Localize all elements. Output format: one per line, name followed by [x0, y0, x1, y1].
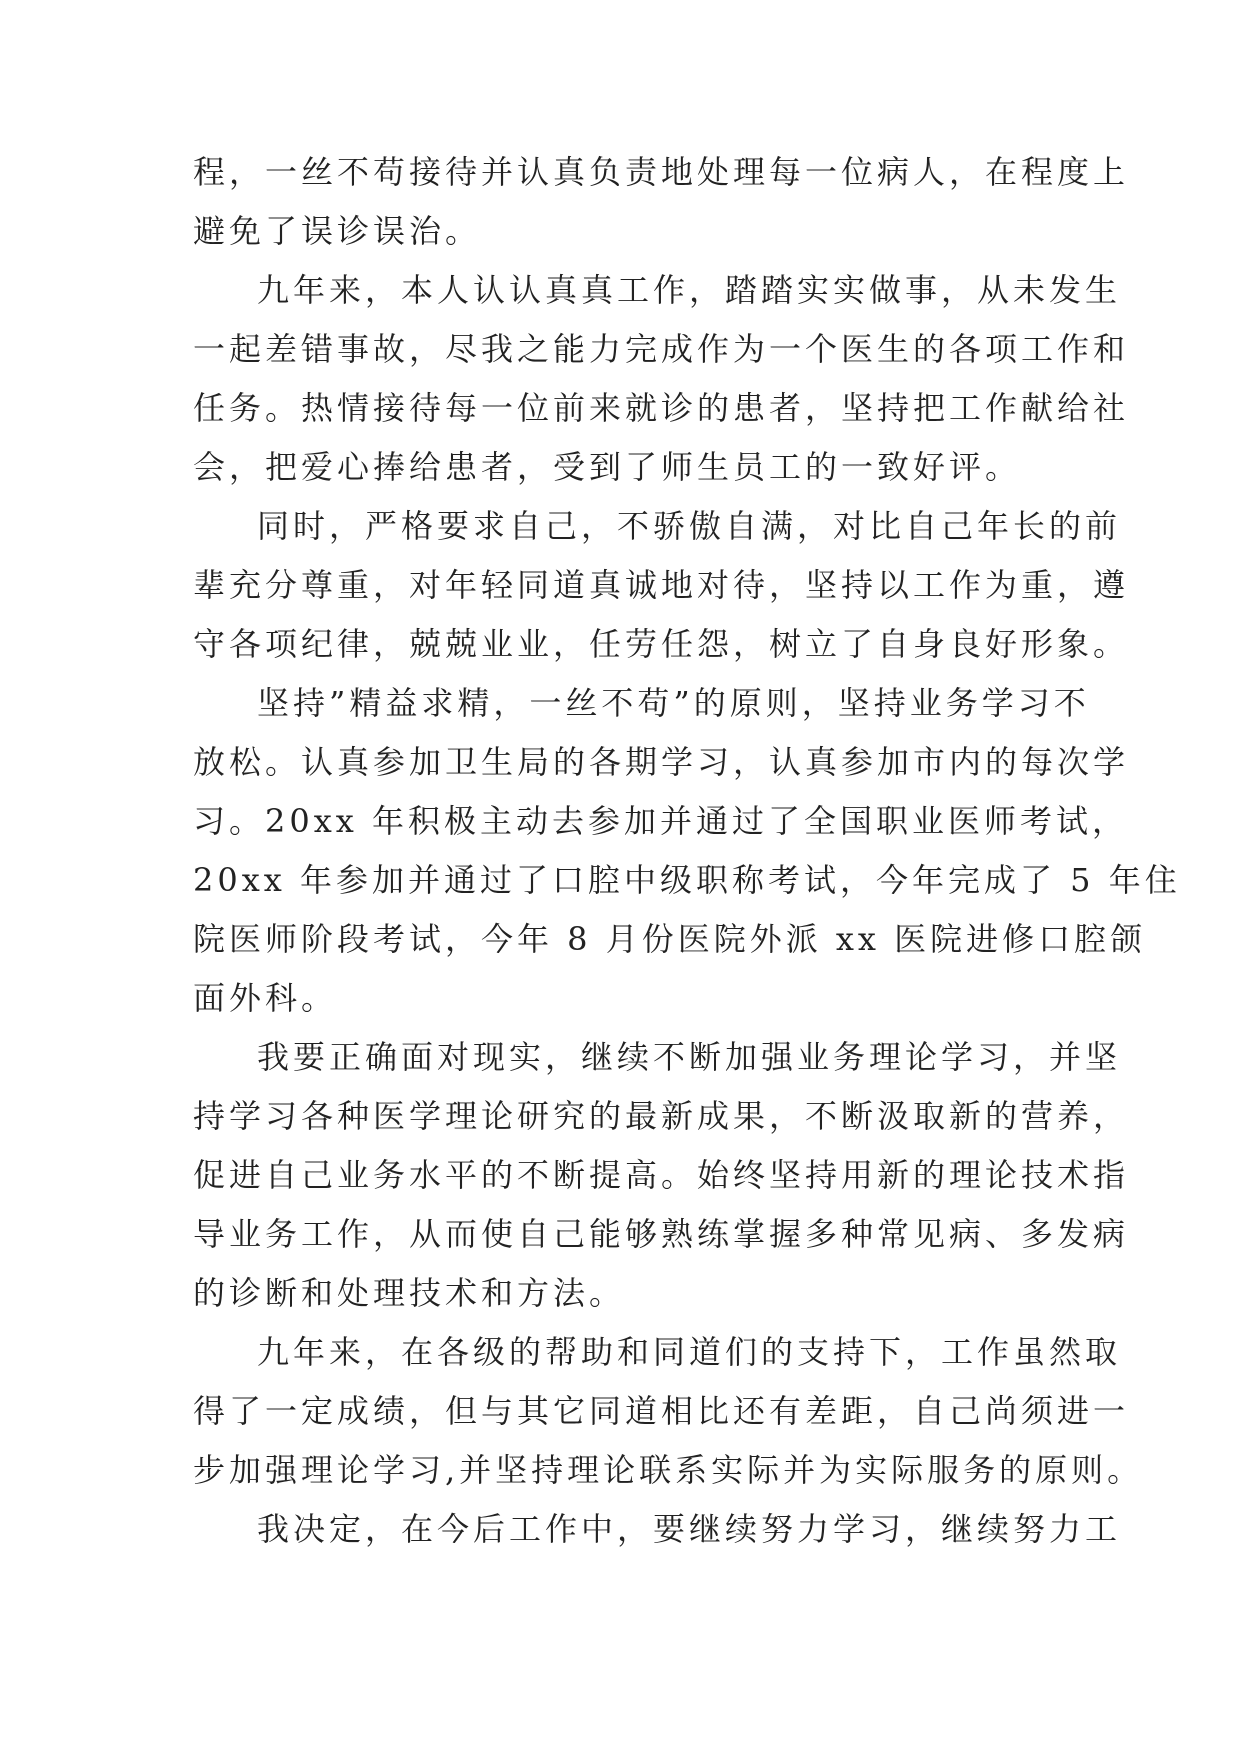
text-line: 守各项纪律，兢兢业业，任劳任怨，树立了自身良好形象。: [193, 625, 1130, 663]
text-line: 会，把爱心捧给患者，受到了师生员工的一致好评。: [193, 448, 1022, 486]
text-line: 放松。认真参加卫生局的各期学习，认真参加市内的每次学: [193, 743, 1130, 781]
text-line: 促进自己业务水平的不断提高。始终坚持用新的理论技术指: [193, 1156, 1130, 1194]
text-line: 20xx 年参加并通过了口腔中级职称考试，今年完成了 5 年住: [193, 861, 1181, 899]
text-line: 院医师阶段考试，今年 8 月份医院外派 xx 医院进修口腔颌: [193, 920, 1147, 958]
text-line: 程，一丝不苟接待并认真负责地处理每一位病人，在程度上: [193, 153, 1130, 191]
text-line: 避免了误诊误治。: [193, 212, 482, 250]
text-line: 得了一定成绩，但与其它同道相比还有差距，自己尚须进一: [193, 1392, 1130, 1430]
text-line: 持学习各种医学理论研究的最新成果，不断汲取新的营养，: [193, 1097, 1130, 1135]
text-line: 辈充分尊重，对年轻同道真诚地对待，坚持以工作为重，遵: [193, 566, 1130, 604]
paragraph-first-line: 九年来，本人认认真真工作，踏踏实实做事，从未发生: [257, 271, 1122, 309]
text-line: 导业务工作，从而使自己能够熟练掌握多种常见病、多发病: [193, 1215, 1130, 1253]
text-line: 一起差错事故，尽我之能力完成作为一个医生的各项工作和: [193, 330, 1130, 368]
text-line: 习。20xx 年积极主动去参加并通过了全国职业医师考试，: [193, 802, 1128, 840]
text-line: 步加强理论学习,并坚持理论联系实际并为实际服务的原则。: [193, 1451, 1144, 1489]
paragraph-first-line: 我决定，在今后工作中，要继续努力学习，继续努力工: [257, 1510, 1122, 1548]
text-line: 面外科。: [193, 979, 338, 1017]
paragraph-first-line: 同时，严格要求自己，不骄傲自满，对比自己年长的前: [257, 507, 1122, 545]
paragraph-first-line: 九年来，在各级的帮助和同道们的支持下，工作虽然取: [257, 1333, 1122, 1371]
text-line: 的诊断和处理技术和方法。: [193, 1274, 626, 1312]
paragraph-first-line: 我要正确面对现实，继续不断加强业务理论学习，并坚: [257, 1038, 1122, 1076]
text-line: 任务。热情接待每一位前来就诊的患者，坚持把工作献给社: [193, 389, 1130, 427]
paragraph-first-line: 坚持”精益求精，一丝不苟”的原则，坚持业务学习不: [257, 684, 1090, 722]
